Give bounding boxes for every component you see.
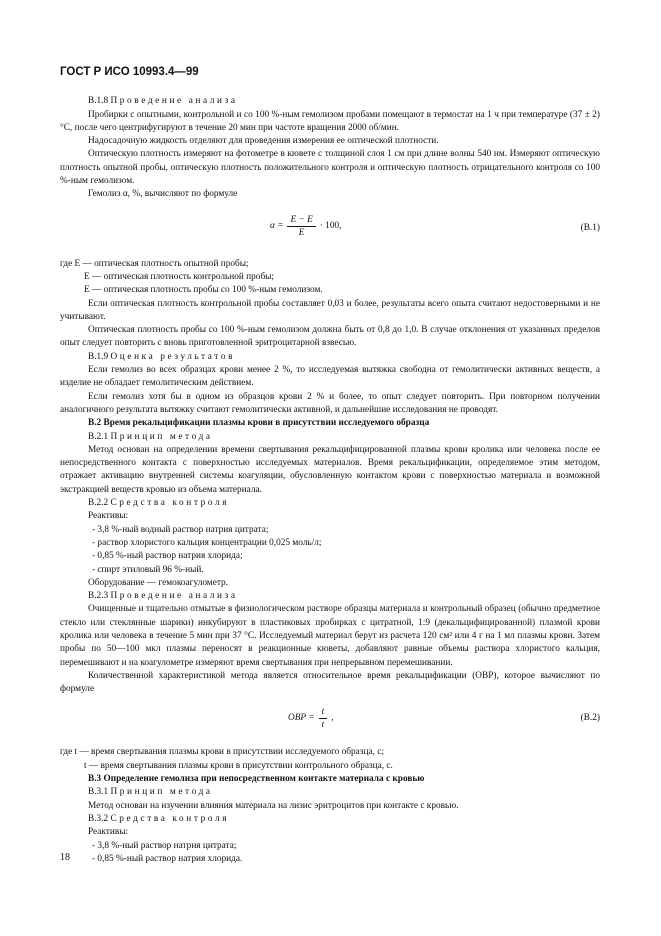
formula-lhs: ОВР =	[288, 713, 315, 724]
formula-b1	[60, 202, 600, 258]
section-title: Принцип метода	[110, 431, 213, 442]
reagents-label: Реактивы:	[88, 511, 129, 522]
section-number: В.2.3	[88, 591, 109, 602]
formula-denominator: t	[321, 720, 325, 731]
definition-line: где E — оптическая плотность опытной пробы;	[60, 258, 249, 269]
formula-lhs: α =	[270, 220, 284, 231]
reagents-label: Реактивы:	[88, 827, 129, 838]
formula-comma: ,	[331, 713, 334, 724]
section-title: Оценка результатов	[110, 351, 236, 362]
paragraph: Оптическую плотность измеряют на фотометре в кювете с толщиной слоя 1 см при длине волны 540 нм. Измеряют оптическую плотность опытной пробы, оптическую плотность положительного контроля и оптическую плотность отрицательного контроля со 100 %-ным гемолизом.	[60, 149, 600, 187]
definition-line: t — время свертывания плазмы крови в присутствии контрольного образца, с.	[84, 760, 393, 771]
section-number: В.2.1	[88, 431, 109, 442]
list-item: - 3,8 %-ный раствор натрия цитрата;	[92, 840, 237, 851]
section-heading-b2: В.2 Время рекальцификации плазмы крови в присутствии исследуемого образца	[88, 418, 430, 429]
section-heading-b3: В.3 Определение гемолиза при непосредственном контакте материала с кровью	[88, 774, 425, 785]
formula-fraction	[319, 706, 328, 731]
list-item: - 3,8 %-ный водный раствор натрия цитрата;	[92, 524, 269, 535]
equipment-line: Оборудование — гемокоагулометр.	[88, 577, 228, 588]
section-number: В.1.9	[88, 351, 109, 362]
paragraph: Гемолиз α, %, вычисляют по формуле	[88, 189, 238, 200]
paragraph: Если гемолиз хотя бы в одном из образцов крови 2 % и более, то опыт следует повторить. При повторном получении аналогичного результата вытяжку считают гемолитически активной, и дальнейшие исследования не проводят.	[60, 391, 600, 415]
section-heading-b23	[60, 590, 600, 603]
paragraph: Если оптическая плотность контрольной пробы составляет 0,03 и более, результаты всего опыта считают недостоверными и не учитывают.	[60, 298, 600, 322]
paragraph: Пробирки с опытными, контрольной и со 100 %-ным гемолизом пробами помещают в термостат на 1 ч при температуре (37 ± 2) °С, после чего центрифугируют в течение 20 мин при частоте вращения 2000 об/мин.	[60, 109, 600, 133]
paragraph: Количественной характеристикой метода является относительное время рекальцификации (ОВР), которое вычисляют по формуле	[60, 670, 600, 695]
section-title: Проведение анализа	[110, 96, 238, 107]
paragraph: Надосадочную жидкость отделяют для проведения измерения ее оптической плотности.	[88, 136, 439, 147]
section-title: Средства контроля	[110, 813, 230, 824]
section-number: В.3.2	[88, 813, 109, 824]
paragraph: Оптическая плотность пробы со 100 %-ным гемолизом должна быть от 0,8 до 1,0. В случае отклонения от указанных пределов опыт следует повторить с вновь приготовленной эритроцитарной взвесью.	[60, 325, 600, 349]
list-item: - раствор хлористого кальция концентрации 0,025 моль/л;	[92, 537, 322, 548]
formula-numerator: t	[319, 706, 328, 719]
paragraph: Метод основан на определении времени свертывания рекальцифицированной плазмы крови кролика или человека после ее непосредственного контакта с поверхностью исследуемых материалов. Время рекальцификации, определяемое этим методом, отражает активацию внутренней системы коагуляции, обусловленную контактом крови с поверхностью материала и возможной экстракцией веществ кровью из объема материала.	[60, 444, 600, 495]
section-title: Проведение анализа	[110, 591, 238, 602]
section-heading-b21	[60, 431, 600, 444]
paragraph: Метод основан на изучении влияния материала на лизис эритроцитов при контакте с кровью.	[88, 800, 459, 811]
section-heading-b19	[60, 351, 600, 364]
definition-line: где t — время свертывания плазмы крови в присутствии исследуемого образца, с;	[60, 747, 384, 758]
formula-numerator: E − E	[287, 214, 315, 227]
paragraph: Очищенные и тщательно отмытые в физиологическом растворе образцы материала и контрольный образец (обычно предметное стекло или стеклянные шарики) инкубируют в пластиковых пробирках с цитратной, 1:9 (декальцифицированной) плазмой крови кролика или человека в течение 5 мин при 37 °С. Исследуемый материал берут из расчета 120 см² или 4 г на 1 мл плазмы крови. Затем пробы по 50—100 мкл плазмы переносят в реакционные кюветы, добавляют равные объемы раствора хлористого кальция, перемешивают и на коагулометре измеряют время свертывания при непрерывном перемешивании.	[60, 604, 600, 668]
section-number: В.2.2	[88, 498, 109, 509]
list-item: - спирт этиловый 96 %-ный.	[92, 564, 204, 575]
formula-fraction	[287, 214, 315, 239]
section-number: В.1.8	[88, 96, 109, 107]
definition-line: E — оптическая плотность контрольной пробы;	[84, 271, 275, 282]
definition-line: E — оптическая плотность пробы со 100 %-ным гемолизом.	[84, 285, 323, 296]
formula-denominator: E	[298, 227, 305, 238]
formula-number: (В.1)	[580, 222, 600, 233]
section-heading-b32	[60, 813, 600, 826]
paragraph: Если гемолиз во всех образцах крови менее 2 %, то исследуемая вытяжка свободна от гемолитически активных веществ, а изделие не обладает гемолитическим действием.	[60, 365, 600, 389]
section-heading-b18	[60, 95, 600, 108]
formula-number: (В.2)	[580, 713, 600, 724]
section-heading-b31	[60, 786, 600, 799]
page-number: 18	[60, 852, 70, 863]
list-item: - 0,85 %-ный раствор натрия хлорида;	[92, 551, 243, 562]
formula-b2	[60, 696, 600, 746]
section-number: В.3.1	[88, 787, 109, 798]
list-item: - 0,85 %-ный раствор натрия хлорида.	[92, 853, 243, 864]
document-header: ГОСТ Р ИСО 10993.4—99	[60, 66, 199, 78]
section-title: Средства контроля	[110, 498, 230, 509]
formula-times: · 100,	[319, 220, 342, 231]
section-heading-b22	[60, 497, 600, 510]
section-title: Принцип метода	[110, 787, 213, 798]
document-page	[60, 66, 600, 866]
